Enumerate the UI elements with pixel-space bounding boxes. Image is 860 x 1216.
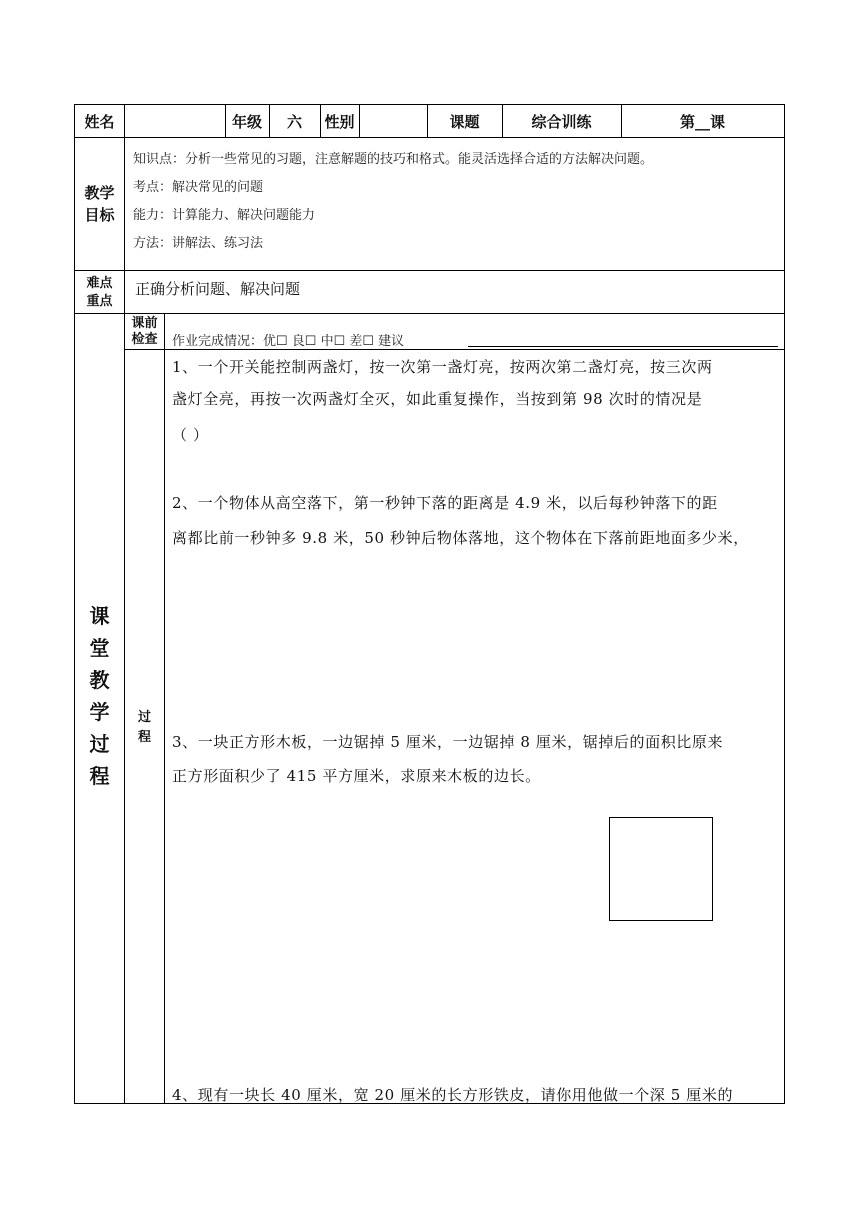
keypoints-label <box>74 271 125 314</box>
problem-4-line: 4、现有一块长 40 厘米，宽 20 厘米的长方形铁皮，请你用他做一个深 5 厘米的 <box>172 1086 734 1104</box>
problem-3-line: 3、一块正方形木板，一边锯掉 5 厘米，一边锯掉 8 厘米，锯掉后的面积比原来 <box>172 733 724 751</box>
objective-method: 方法：讲解法、练习法 <box>133 236 264 251</box>
precheck-label-line1: 课前 <box>131 315 158 331</box>
objective-knowledge: 知识点：分析一些常见的习题，注意解题的技巧和格式。能灵活选择合适的方法解决问题。 <box>133 152 654 167</box>
problem-2-line: 离都比前一秒钟多 9.8 米，50 秒钟后物体落地，这个物体在下落前距地面多少米， <box>172 529 749 547</box>
suggestion-underline[interactable] <box>468 346 778 347</box>
topic-value: 综合训练 <box>531 112 592 131</box>
classroom-label-char: 程 <box>89 764 110 788</box>
table-border-right <box>784 104 785 1104</box>
grade-label: 年级 <box>231 112 262 131</box>
keypoints-label-line2: 重点 <box>86 293 113 309</box>
precheck-label <box>124 313 165 350</box>
lesson-number: 第__课 <box>679 112 725 131</box>
objective-ability: 能力：计算能力、解决问题能力 <box>133 208 316 223</box>
process-label <box>124 708 165 748</box>
name-value-field[interactable] <box>125 104 225 138</box>
square-board-figure <box>609 817 713 921</box>
process-label-line2: 程 <box>137 730 151 745</box>
classroom-label-char: 堂 <box>89 636 110 660</box>
gender-value-field[interactable] <box>359 104 427 138</box>
problem-1-line: 1、一个开关能控制两盏灯，按一次第一盏灯亮，按两次第二盏灯亮，按三次两 <box>172 358 713 376</box>
problem-1-answer-blank: （ ） <box>172 426 209 444</box>
objective-exam-points: 考点：解决常见的问题 <box>133 180 264 195</box>
classroom-label-char: 课 <box>89 604 110 628</box>
keypoints-text: 正确分析问题、解决问题 <box>135 280 301 298</box>
row-divider <box>74 313 785 314</box>
problem-2-line: 2、一个物体从高空落下，第一秒钟下落的距离是 4.9 米，以后每秒钟落下的距 <box>172 494 718 512</box>
problem-3-line: 正方形面积少了 415 平方厘米，求原来木板的边长。 <box>172 767 541 785</box>
name-label: 姓名 <box>84 112 115 131</box>
classroom-label-char: 过 <box>89 732 110 756</box>
gender-label: 性别 <box>324 112 355 131</box>
topic-label: 课题 <box>449 112 480 131</box>
keypoints-label-line1: 难点 <box>86 275 113 291</box>
problem-1-line: 盏灯全亮，再按一次两盏灯全灭，如此重复操作，当按到第 98 次时的情况是 <box>172 390 703 408</box>
classroom-label-char: 学 <box>89 700 110 724</box>
objectives-label-line2: 目标 <box>84 206 115 224</box>
classroom-process-label <box>74 600 125 792</box>
row-divider <box>124 349 785 350</box>
row-divider <box>74 270 785 271</box>
classroom-label-char: 教 <box>89 668 110 692</box>
objectives-label-line1: 教学 <box>84 184 115 202</box>
precheck-label-line2: 检查 <box>131 331 158 347</box>
grade-value: 六 <box>286 112 302 131</box>
objectives-label <box>74 137 125 271</box>
homework-status: 作业完成情况：优☐ 良☐ 中☐ 差☐ 建议 <box>172 334 405 349</box>
process-label-line1: 过 <box>137 710 151 725</box>
